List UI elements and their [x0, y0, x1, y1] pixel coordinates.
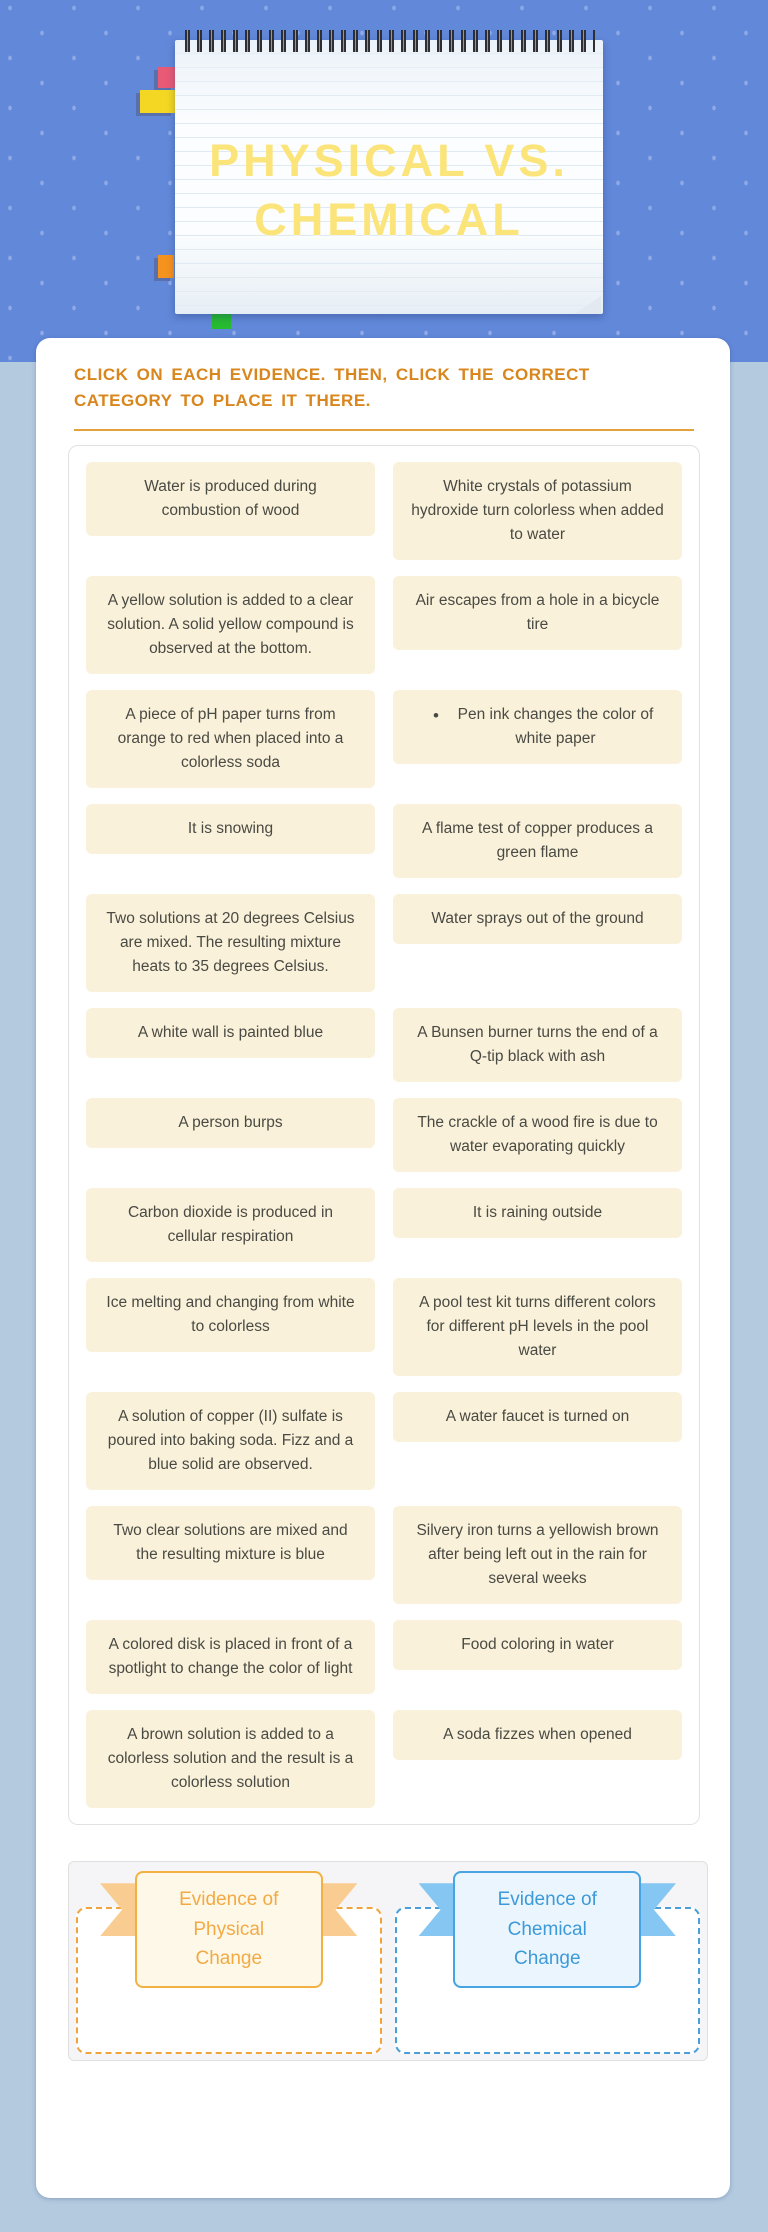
evidence-card-text: Ice melting and changing from white to colorless	[106, 1294, 355, 1336]
category-label-chemical-line2: Chemical	[507, 1918, 587, 1940]
evidence-card[interactable]	[393, 1278, 682, 1376]
evidence-card-text: It is raining outside	[472, 1203, 603, 1221]
evidence-card-text: Carbon dioxide is produced in cellular respiration	[127, 1203, 334, 1245]
evidence-card[interactable]	[86, 1506, 375, 1580]
page-title-line1: PHYSICAL VS.	[209, 135, 569, 186]
evidence-card-text: It is snowing	[187, 819, 274, 837]
evidence-card[interactable]	[86, 1098, 375, 1148]
evidence-card-text: Water is produced during combustion of wood	[144, 477, 317, 519]
evidence-card[interactable]	[393, 690, 682, 764]
evidence-card-text: Silvery iron turns a yellowish brown after being left out in the rain for several weeks	[416, 1522, 659, 1588]
dropzone-physical-change[interactable]	[76, 1889, 382, 2054]
evidence-card[interactable]	[86, 576, 375, 674]
evidence-card-text: White crystals of potassium hydroxide turn colorless when added to water	[411, 477, 664, 543]
evidence-card-text: Water sprays out of the ground	[431, 909, 644, 927]
category-label-chemical[interactable]	[453, 1871, 641, 1987]
instructions-text: CLICK ON EACH EVIDENCE. THEN, CLICK THE CORRECT CATEGORY TO PLACE IT THERE.	[74, 365, 590, 411]
evidence-card[interactable]	[86, 1392, 375, 1490]
spiral-binding-icon	[183, 30, 595, 52]
evidence-card[interactable]	[393, 804, 682, 878]
paper-curl-icon	[575, 296, 601, 314]
evidence-card[interactable]	[86, 1188, 375, 1262]
notebook-illustration	[175, 40, 603, 314]
evidence-card[interactable]	[86, 462, 375, 536]
category-label-physical-line1: Evidence of	[179, 1889, 279, 1911]
evidence-card[interactable]	[393, 1620, 682, 1670]
category-label-chemical-line1: Evidence of	[497, 1889, 597, 1911]
evidence-card[interactable]	[393, 1098, 682, 1172]
evidence-card[interactable]	[86, 894, 375, 992]
evidence-card[interactable]	[86, 1278, 375, 1352]
evidence-card[interactable]	[393, 462, 682, 560]
evidence-card[interactable]	[393, 1506, 682, 1604]
evidence-card-text: A solution of copper (II) sulfate is poured into baking soda. Fizz and a blue solid are observed.	[107, 1408, 354, 1474]
evidence-card[interactable]	[393, 1710, 682, 1760]
evidence-card-text: A colored disk is placed in front of a spotlight to change the color of light	[108, 1636, 353, 1678]
evidence-card-text: A water faucet is turned on	[445, 1408, 630, 1426]
evidence-card-text: Two solutions at 20 degrees Celsius are mixed. The resulting mixture heats to 35 degrees Celsius.	[106, 909, 355, 975]
evidence-card[interactable]	[393, 894, 682, 944]
evidence-card[interactable]	[393, 1008, 682, 1082]
sticky-tab-orange-icon	[158, 255, 174, 278]
page-title-line2: CHEMICAL	[254, 194, 524, 245]
evidence-card[interactable]	[86, 690, 375, 788]
evidence-card-text: Two clear solutions are mixed and the resulting mixture is blue	[113, 1522, 348, 1564]
bullet-icon: •	[433, 705, 439, 725]
dropzone-chemical-change[interactable]	[395, 1889, 701, 2054]
sticky-tab-green-icon	[212, 312, 231, 329]
divider	[74, 429, 694, 431]
category-label-physical-line3: Change	[195, 1948, 263, 1970]
evidence-card-text: A yellow solution is added to a clear solution. A solid yellow compound is observed at the bottom.	[107, 591, 354, 657]
evidence-card[interactable]	[86, 1008, 375, 1058]
evidence-grid	[68, 445, 700, 1826]
category-label-physical[interactable]	[135, 1871, 323, 1987]
evidence-card-text: A Bunsen burner turns the end of a Q-tip black with ash	[417, 1023, 658, 1065]
category-label-physical-line2: Physical	[193, 1918, 265, 1940]
evidence-card[interactable]	[86, 804, 375, 854]
evidence-card-text: A flame test of copper produces a green flame	[422, 819, 653, 861]
evidence-card-text: A white wall is painted blue	[137, 1023, 324, 1041]
evidence-card-text: Food coloring in water	[461, 1636, 614, 1654]
evidence-card[interactable]	[393, 576, 682, 650]
sticky-tab-yellow-icon	[140, 90, 175, 113]
evidence-card-text: A soda fizzes when opened	[443, 1726, 632, 1744]
evidence-card-text: A pool test kit turns different colors for different pH levels in the pool water	[419, 1294, 656, 1360]
notebook-paper	[175, 40, 603, 314]
category-label-chemical-line3: Change	[513, 1948, 581, 1970]
evidence-card[interactable]	[86, 1620, 375, 1694]
category-panel	[68, 1861, 708, 2061]
evidence-card-text: A brown solution is added to a colorless solution and the result is a colorless solution	[107, 1726, 354, 1792]
sticky-tab-pink-icon	[158, 67, 175, 88]
evidence-card-text: The crackle of a wood fire is due to water evaporating quickly	[417, 1113, 658, 1155]
evidence-card[interactable]	[393, 1188, 682, 1238]
evidence-card-text: Air escapes from a hole in a bicycle tire	[415, 591, 660, 633]
evidence-card[interactable]	[393, 1392, 682, 1442]
evidence-card-text: A piece of pH paper turns from orange to red when placed into a colorless soda	[117, 705, 344, 771]
evidence-card[interactable]	[86, 1710, 375, 1808]
worksheet-card	[36, 338, 730, 2198]
evidence-card-text: Pen ink changes the color of white paper	[457, 705, 654, 747]
evidence-card-text: A person burps	[178, 1113, 283, 1131]
